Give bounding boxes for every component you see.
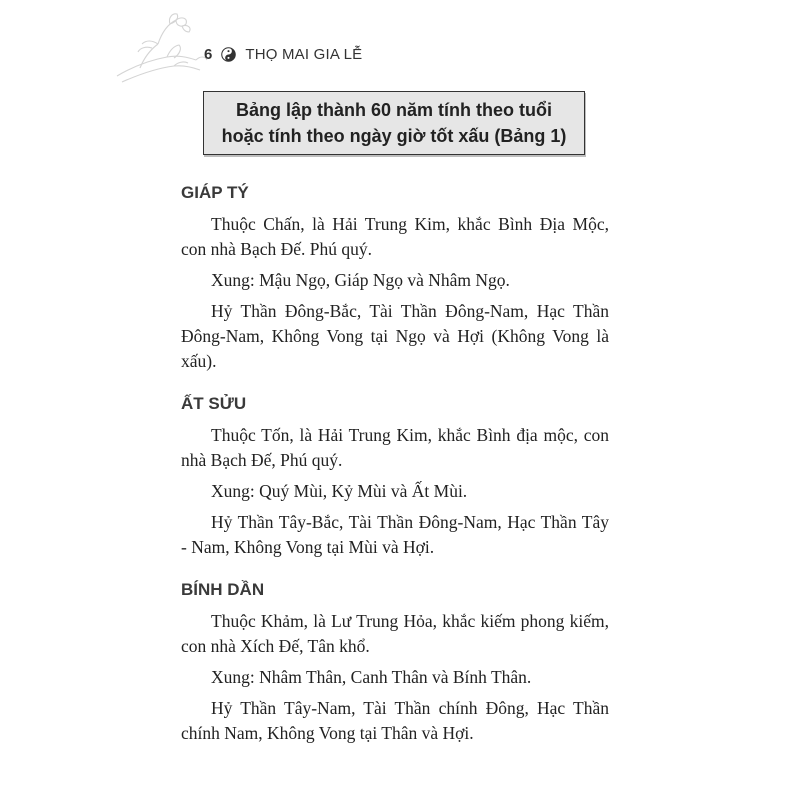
running-title: THỌ MAI GIA LỄ bbox=[245, 46, 363, 63]
yin-yang-icon bbox=[221, 47, 236, 62]
main-content bbox=[181, 180, 609, 763]
title-line-2: hoặc tính theo ngày giờ tốt xấu (Bảng 1) bbox=[221, 126, 567, 146]
table-title-box bbox=[203, 91, 585, 155]
entry-binh-dan bbox=[181, 577, 609, 746]
entry-title: ẤT SỬU bbox=[181, 394, 247, 413]
entry-title: BÍNH DẦN bbox=[181, 580, 265, 599]
entry-paragraph: Xung: Quý Mùi, Kỷ Mùi và Ất Mùi. bbox=[211, 481, 468, 501]
entry-paragraph: Xung: Nhâm Thân, Canh Thân và Bính Thân. bbox=[211, 667, 532, 687]
entry-giap-ty bbox=[181, 180, 609, 374]
entry-paragraph: Thuộc Tốn, là Hải Trung Kim, khắc Bình địa mộc, con nhà Bạch Đế, Phú quý. bbox=[181, 425, 609, 470]
entry-paragraph: Hỷ Thần Tây-Nam, Tài Thần chính Đông, Hạc Thần chính Nam, Không Vong tại Thân và Hợi. bbox=[181, 698, 609, 743]
entry-paragraph: Thuộc Khảm, là Lư Trung Hỏa, khắc kiếm phong kiếm, con nhà Xích Đế, Tân khổ. bbox=[181, 611, 609, 656]
title-line-1: Bảng lập thành 60 năm tính theo tuổi bbox=[235, 100, 552, 120]
page-number: 6 bbox=[204, 46, 213, 63]
entry-paragraph: Hỷ Thần Tây-Bắc, Tài Thần Đông-Nam, Hạc Thần Tây - Nam, Không Vong tại Mùi và Hợi. bbox=[181, 512, 609, 557]
page-header bbox=[204, 46, 362, 63]
entry-paragraph: Hỷ Thần Đông-Bắc, Tài Thần Đông-Nam, Hạc Thần Đông-Nam, Không Vong tại Ngọ và Hợi (Không Vong là xấu). bbox=[181, 301, 609, 371]
entry-at-suu bbox=[181, 391, 609, 560]
entry-paragraph: Thuộc Chấn, là Hải Trung Kim, khắc Bình Địa Mộc, con nhà Bạch Đế. Phú quý. bbox=[181, 214, 609, 259]
entry-title: GIÁP TÝ bbox=[181, 183, 249, 202]
flower-hand-ornament-icon bbox=[112, 10, 212, 85]
entry-paragraph: Xung: Mậu Ngọ, Giáp Ngọ và Nhâm Ngọ. bbox=[211, 270, 510, 290]
